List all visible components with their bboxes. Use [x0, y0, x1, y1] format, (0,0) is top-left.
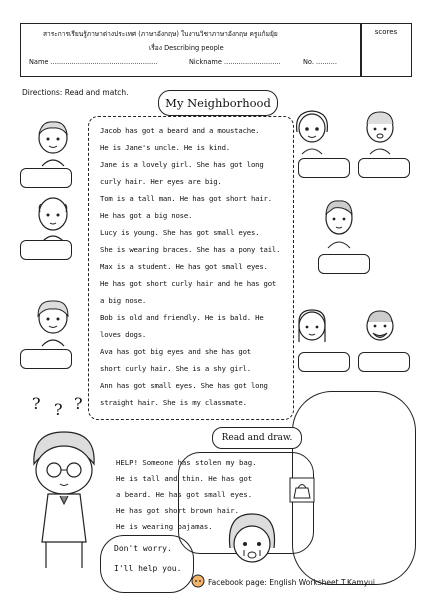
scores-box [360, 23, 412, 77]
question-mark: ? [74, 394, 83, 413]
number-field[interactable]: No. .......... [303, 58, 338, 66]
bag-icon [288, 476, 316, 504]
footer-credit: Facebook page: English Worksheet T.Kamyui [208, 578, 375, 587]
header-box [20, 23, 362, 77]
curly-hair-girl-icon [290, 104, 334, 156]
story-line: Ann has got small eyes. She has got long [100, 381, 268, 390]
speech-line: a beard. He has got small eyes. [116, 490, 253, 499]
story-line: Jane is a lovely girl. She has got long [100, 160, 264, 169]
boy-face-icon [28, 116, 78, 168]
header-line-1: สาระการเรียนรู้ภาษาต่างประเทศ (ภาษาอังกฤษ) ใบงานวิชาภาษาอังกฤษ ครูแก้มยุ้ย [43, 30, 278, 38]
scores-label: scores [374, 28, 398, 36]
header-line-2: เรื่อง Describing people [149, 44, 224, 52]
story-line: Jacob has got a beard and a moustache. [100, 126, 260, 135]
tall-man-face-icon [314, 194, 364, 250]
nickname-field[interactable]: Nickname ........................... [189, 58, 281, 66]
answer-box[interactable] [318, 254, 370, 274]
girl-face-icon [28, 294, 78, 348]
story-line: short curly hair. She is a shy girl. [100, 364, 251, 373]
worksheet-title: My Neighborhood [158, 90, 278, 116]
pony-tail-girl-icon [358, 104, 402, 156]
story-line: Max is a student. He has got small eyes. [100, 262, 268, 271]
story-line: Lucy is young. She has got small eyes. [100, 228, 260, 237]
long-hair-girl-icon [290, 304, 334, 354]
question-mark: ? [32, 394, 41, 413]
speech-line: HELP! Someone has stolen my bag. [116, 458, 257, 467]
story-line: She is wearing braces. She has a pony tail. [100, 245, 281, 254]
answer-box[interactable] [298, 352, 350, 372]
worksheet-page [8, 8, 416, 592]
story-line: Tom is a tall man. He has got short hair. [100, 194, 272, 203]
read-and-draw-label: Read and draw. [212, 427, 302, 449]
speech-line: He is tall and thin. He has got [116, 474, 253, 483]
answer-box[interactable] [358, 352, 410, 372]
bubble-line: Don't worry. [114, 544, 172, 553]
logo-girl-icon [190, 574, 206, 588]
story-line: He has got short curly hair and he has got [100, 279, 277, 288]
story-line: straight hair. She is my classmate. [100, 398, 247, 407]
speech-line: He is wearing pajamas. [116, 522, 213, 531]
story-line: Ava has got big eyes and she has got [100, 347, 251, 356]
bearded-man-icon [358, 304, 402, 354]
answer-box[interactable] [358, 158, 410, 178]
directions-text: Directions: Read and match. [22, 88, 129, 97]
answer-box[interactable] [20, 240, 72, 260]
old-man-face-icon [28, 192, 78, 244]
story-line: curly hair. Her eyes are big. [100, 177, 222, 186]
name-field[interactable]: Name ................................................... [29, 58, 158, 66]
detective-boy-icon [22, 424, 108, 574]
story-line: a big nose. [100, 296, 147, 305]
crying-girl-icon [222, 508, 282, 574]
bubble-line: I'll help you. [114, 564, 182, 573]
story-line: He is Jane's uncle. He is kind. [100, 143, 230, 152]
story-line: Bob is old and friendly. He is bald. He [100, 313, 264, 322]
story-line: He has got a big nose. [100, 211, 193, 220]
answer-box[interactable] [20, 168, 72, 188]
answer-box[interactable] [20, 349, 72, 369]
question-mark: ? [54, 400, 63, 419]
story-line: loves dogs. [100, 330, 147, 339]
answer-box[interactable] [298, 158, 350, 178]
speech-line: He has got short brown hair. [116, 506, 240, 515]
